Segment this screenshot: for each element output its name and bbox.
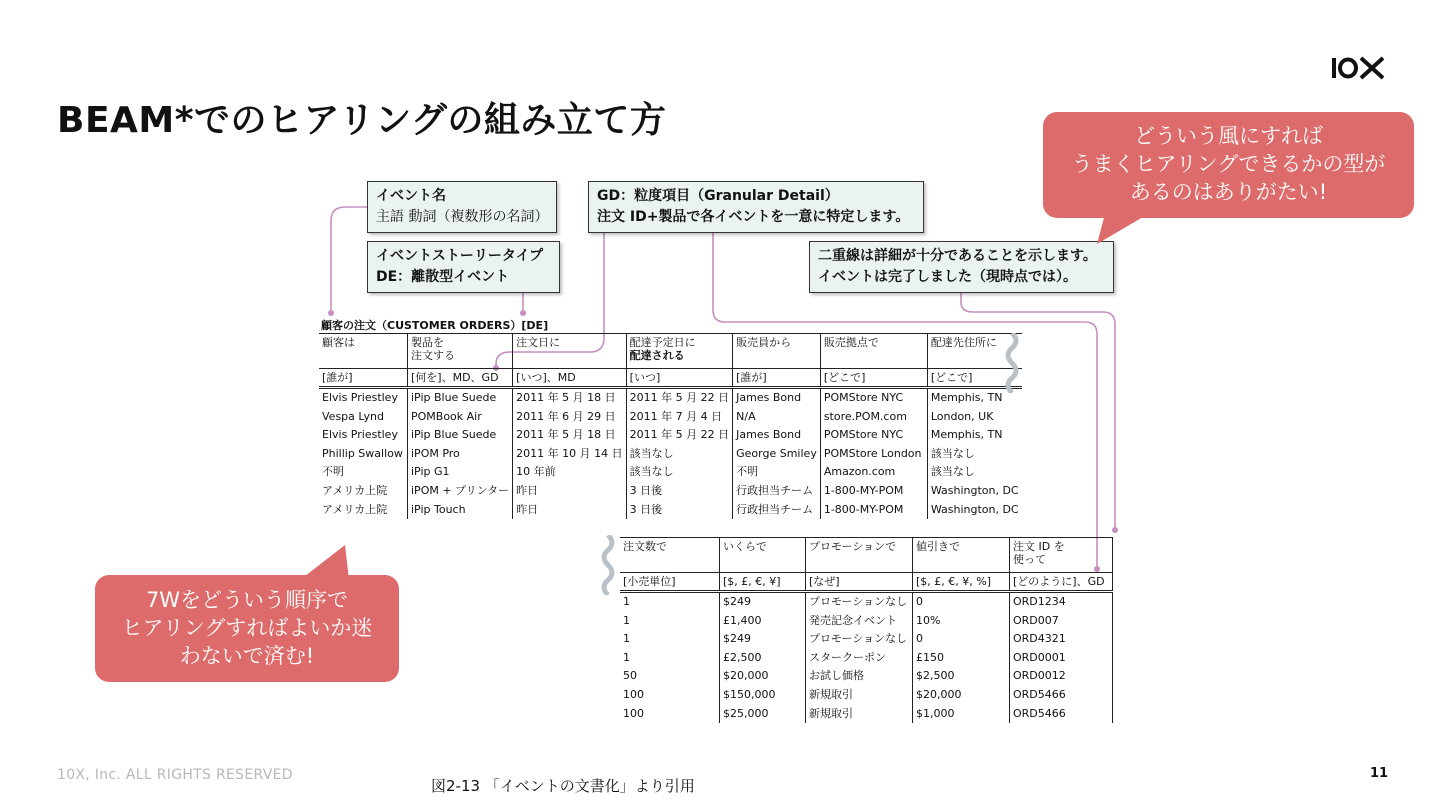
table-cell: James Bond <box>733 388 821 408</box>
table-cell: Vespa Lynd <box>322 409 384 423</box>
bubble-line: 7Wをどういう順序で <box>145 588 349 612</box>
table-cell: 該当なし <box>927 463 1021 482</box>
table-cell: ORD1234 <box>1010 592 1113 612</box>
type-cell: [どこで] <box>927 369 1021 388</box>
table-cell: London, UK <box>927 408 1021 427</box>
table-cell: George Smiley <box>733 445 821 464</box>
table-cell: Memphis, TN <box>927 388 1021 408</box>
table-cell: 3 日後 <box>626 482 732 501</box>
table-cell: プロモーションなし <box>806 592 913 612</box>
table-cell: iPip G1 <box>408 463 513 482</box>
header-cell: いくらで <box>720 538 806 573</box>
bubble-line: ヒアリングすればよいか迷 <box>121 616 373 640</box>
table-cell: £2,500 <box>720 649 806 668</box>
bubble-line: うまくヒアリングできるかの型が <box>1071 152 1386 176</box>
callout-event-name <box>367 181 557 233</box>
table-cell: Elvis Priestley <box>322 428 398 442</box>
table-cell: アメリカ上院 <box>322 502 388 516</box>
table-cell: Washington, DC <box>927 501 1021 520</box>
header-cell: 配達予定日に 配達される <box>626 334 732 369</box>
table-cell: James Bond <box>733 426 821 445</box>
table-cell: $25,000 <box>720 705 806 724</box>
header-cell: 製品を 注文する <box>408 334 513 369</box>
table-cell: プロモーションなし <box>806 630 913 649</box>
table-cell: iPip Blue Suede <box>408 426 513 445</box>
callout-story-type-title: イベントストーリータイプ <box>376 248 544 264</box>
table-cell: 1 <box>623 595 630 608</box>
table-type-row <box>319 369 1022 388</box>
table-cell: 1 <box>623 613 630 627</box>
table-cell: POMStore NYC <box>820 426 927 445</box>
orders-detail-table-body <box>620 592 1113 724</box>
type-cell: [いつ]、MD <box>513 369 626 388</box>
table-cell: 2011 年 5 月 22 日 <box>626 426 732 445</box>
callout-granular-detail <box>588 181 924 233</box>
bubble-line: あるのはありがたい! <box>1129 180 1328 204</box>
table-cell: 行政担当チーム <box>733 482 821 501</box>
table-cell: 2011 年 5 月 22 日 <box>626 388 732 408</box>
table-row <box>620 686 1113 705</box>
table-cell: 該当なし <box>626 445 732 464</box>
table-cell: 1-800-MY-POM <box>820 482 927 501</box>
type-cell: [$, £, €, ¥] <box>720 573 806 592</box>
table-header-row <box>620 538 1113 573</box>
table-cell: お試し価格 <box>806 667 913 686</box>
table-cell: 不明 <box>322 465 344 479</box>
header-cell: プロモーションで <box>806 538 913 573</box>
table-cell: 100 <box>623 687 644 701</box>
table-cell: iPOM + プリンター <box>408 482 513 501</box>
table-cell: 行政担当チーム <box>733 501 821 520</box>
table-cell: £150 <box>913 649 1010 668</box>
callout-double-line-2: イベントは完了しました（現時点では）。 <box>818 269 1077 285</box>
table-cell: POMStore NYC <box>820 388 927 408</box>
type-cell: [小売単位] <box>620 573 720 592</box>
table-cell: $249 <box>720 630 806 649</box>
table-cell: Phillip Swallow <box>322 446 403 460</box>
speech-bubble-top-right <box>1043 112 1414 218</box>
table-cell: Amazon.com <box>820 463 927 482</box>
table-cell: 10% <box>913 612 1010 631</box>
bubble-line: どういう風にすれば <box>1134 124 1323 148</box>
table-cell: £1,400 <box>720 612 806 631</box>
table-cell: 2011 年 5 月 18 日 <box>513 426 626 445</box>
table-cell: ORD5466 <box>1010 686 1113 705</box>
table-row <box>620 705 1113 724</box>
table-cell: 1 <box>623 632 630 646</box>
table-cell: iPip Touch <box>408 501 513 520</box>
table-cell: Elvis Priestley <box>322 391 398 404</box>
callout-double-line-1: 二重線は詳細が十分であることを示します。 <box>818 248 1097 264</box>
callout-gd-title: GD：粒度項目（Granular Detail） <box>597 188 839 204</box>
table-cell: 2011 年 7 月 4 日 <box>626 408 732 427</box>
table-row <box>620 592 1113 612</box>
orders-detail-table <box>620 537 1113 723</box>
table-cell: 10 年前 <box>513 463 626 482</box>
orders-table <box>319 333 1022 519</box>
header-cell: 販売員から <box>733 334 821 369</box>
table-cell: iPOM Pro <box>408 445 513 464</box>
table-cell: $20,000 <box>720 667 806 686</box>
table-cell: 2011 年 10 月 14 日 <box>513 445 626 464</box>
callout-event-name-text: 主語 動詞（複数形の名詞） <box>376 209 549 225</box>
table-header-row <box>319 334 1022 369</box>
table-cell: 該当なし <box>927 445 1021 464</box>
wavy-break-icon <box>1004 333 1022 393</box>
table-cell: アメリカ上院 <box>322 483 388 497</box>
table-cell: ORD007 <box>1010 612 1113 631</box>
header-cell: 配達先住所に <box>927 334 1021 369</box>
figure-caption: 図2-13 「イベントの文書化」より引用 <box>431 777 695 795</box>
table-cell: $2,500 <box>913 667 1010 686</box>
table-cell: 発売記念イベント <box>806 612 913 631</box>
table-cell: 50 <box>623 669 637 683</box>
bubble-line: わないで済む! <box>179 644 315 668</box>
callout-story-type-text: DE：離散型イベント <box>376 269 510 285</box>
table-cell: 1 <box>623 650 630 664</box>
table-cell: スタークーポン <box>806 649 913 668</box>
table-cell: ORD5466 <box>1010 705 1113 724</box>
header-cell: 販売拠点で <box>820 334 927 369</box>
table-cell: 2011 年 5 月 18 日 <box>513 388 626 408</box>
table-row <box>319 388 1022 408</box>
header-cell: 注文 ID を 使って <box>1010 538 1113 573</box>
table-cell: 0 <box>913 630 1010 649</box>
type-cell: [$, £, €, ¥, %] <box>913 573 1010 592</box>
table-cell: 不明 <box>733 463 821 482</box>
table-cell: Washington, DC <box>927 482 1021 501</box>
table-cell: POMStore London <box>820 445 927 464</box>
type-cell: [どのように]、GD <box>1010 573 1113 592</box>
table-cell: 0 <box>913 592 1010 612</box>
table-cell: ORD0012 <box>1010 667 1113 686</box>
table-cell: N/A <box>733 408 821 427</box>
table-cell: 該当なし <box>626 463 732 482</box>
table-cell: iPip Blue Suede <box>408 388 513 408</box>
table-row <box>620 630 1113 649</box>
table-cell: ORD4321 <box>1010 630 1113 649</box>
table-cell: Memphis, TN <box>927 426 1021 445</box>
figure-title: 顧客の注文（CUSTOMER ORDERS）[DE] <box>321 319 549 332</box>
table-row <box>319 501 1022 520</box>
callout-double-line <box>809 241 1114 293</box>
table-row <box>620 612 1113 631</box>
type-cell: [誰が] <box>319 369 408 388</box>
10x-logo <box>1331 56 1385 80</box>
header-cell: 顧客は <box>319 334 408 369</box>
table-row <box>319 408 1022 427</box>
table-cell: $150,000 <box>720 686 806 705</box>
table-cell: 新規取引 <box>806 686 913 705</box>
type-cell: [何を]、MD、GD <box>408 369 513 388</box>
type-cell: [誰が] <box>733 369 821 388</box>
table-cell: 新規取引 <box>806 705 913 724</box>
callout-event-name-title: イベント名 <box>376 188 446 204</box>
header-cell: 注文数で <box>620 538 720 573</box>
speech-bubble-bottom-left <box>95 575 399 682</box>
type-cell: [なぜ] <box>806 573 913 592</box>
table-row <box>620 649 1113 668</box>
callout-gd-text: 注文 ID+製品で各イベントを一意に特定します。 <box>597 209 910 225</box>
type-cell: [どこで] <box>820 369 927 388</box>
table-cell: 昨日 <box>513 482 626 501</box>
type-cell: [いつ] <box>626 369 732 388</box>
table-cell: POMBook Air <box>408 408 513 427</box>
table-row <box>319 445 1022 464</box>
table-cell: 1-800-MY-POM <box>820 501 927 520</box>
table-cell: $20,000 <box>913 686 1010 705</box>
orders-table-body <box>319 388 1022 520</box>
header-cell: 注文日に <box>513 334 626 369</box>
copyright-footer: 10X, Inc. ALL RIGHTS RESERVED <box>57 767 293 783</box>
table-row <box>620 667 1113 686</box>
table-cell: 2011 年 6 月 29 日 <box>513 408 626 427</box>
table-cell: store.POM.com <box>820 408 927 427</box>
slide-title: BEAM*でのヒアリングの組み立て方 <box>57 100 667 141</box>
table-cell: $249 <box>720 592 806 612</box>
wavy-break-icon <box>600 535 618 595</box>
table-row <box>319 426 1022 445</box>
table-cell: $1,000 <box>913 705 1010 724</box>
table-cell: ORD0001 <box>1010 649 1113 668</box>
table-cell: 100 <box>623 706 644 720</box>
page-number: 11 <box>1370 766 1389 781</box>
callout-story-type <box>367 241 560 293</box>
table-row <box>319 482 1022 501</box>
table-cell: 3 日後 <box>626 501 732 520</box>
header-cell: 値引きで <box>913 538 1010 573</box>
table-row <box>319 463 1022 482</box>
table-type-row <box>620 573 1113 592</box>
table-cell: 昨日 <box>513 501 626 520</box>
